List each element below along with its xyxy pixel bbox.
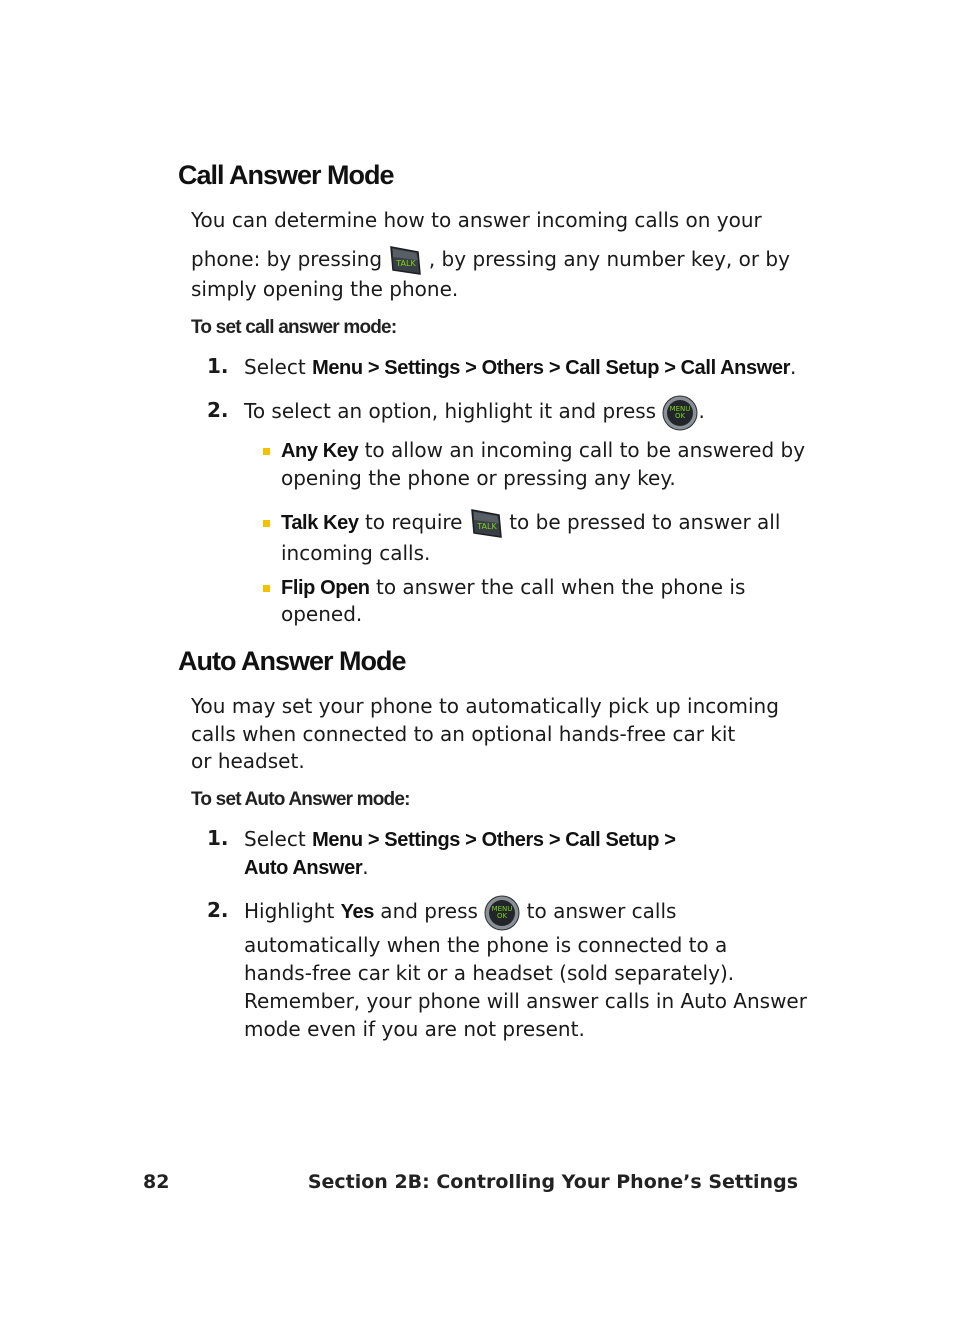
option-flip-open-label: Flip Open: [281, 577, 370, 599]
auto-answer-intro-line1: You may set your phone to automatically pick up incoming: [191, 694, 779, 718]
auto-answer-step2-line4: Remember, your phone will answer calls in Auto Answer: [244, 989, 807, 1013]
menu-path-call-setup: Call Setup: [565, 829, 660, 851]
step-period: .: [698, 399, 705, 423]
option-talk-key-line1: [281, 503, 780, 543]
auto-answer-step2-line2: automatically when the phone is connected to a: [244, 933, 728, 957]
auto-answer-step1-line1: [244, 825, 675, 854]
step2-to-answer: to answer calls: [526, 899, 677, 923]
call-answer-step1: [244, 353, 796, 382]
call-answer-intro-line1: You can determine how to answer incoming calls on your: [191, 208, 762, 232]
menu-path-auto-answer: Auto Answer: [244, 857, 363, 879]
menu-key-label-bottom: OK: [497, 911, 508, 920]
menu-path-call-setup: Call Setup: [565, 357, 660, 379]
path-separator: >: [659, 829, 676, 851]
talk-key-label: TALK: [477, 521, 497, 531]
option-any-key-desc: to allow an incoming call to be answered by: [358, 438, 806, 462]
heading-call-answer-mode: Call Answer Mode: [178, 160, 394, 190]
step2-text: To select an option, highlight it and press: [244, 399, 657, 423]
bullet-marker: [263, 585, 270, 592]
step2-and-press: and press: [373, 899, 478, 923]
step-number: 1.: [207, 826, 229, 850]
heading-auto-answer-mode: Auto Answer Mode: [178, 646, 406, 676]
menu-key-label-bottom: OK: [675, 411, 686, 420]
menu-path-menu: Menu: [312, 357, 363, 379]
path-separator: >: [362, 357, 385, 379]
option-talk-key-desc-b: to be pressed to answer all: [509, 510, 781, 534]
path-separator: >: [543, 829, 566, 851]
step-period: .: [789, 355, 797, 379]
talk-key-label: TALK: [396, 258, 417, 268]
option-talk-key-line2: incoming calls.: [281, 541, 431, 565]
page-number: 82: [143, 1171, 170, 1193]
talk-key-icon: [469, 507, 503, 541]
option-flip-open-line2: opened.: [281, 602, 363, 626]
step-number: 2.: [207, 398, 229, 422]
step-period: .: [362, 855, 369, 879]
path-separator: >: [362, 829, 385, 851]
menu-path-call-answer: Call Answer: [680, 357, 790, 379]
step-select-word: Select: [244, 355, 306, 379]
path-separator: >: [459, 357, 482, 379]
path-separator: >: [459, 829, 482, 851]
menu-path-menu: Menu: [312, 829, 363, 851]
menu-ok-key-icon: [662, 395, 698, 431]
path-separator: >: [543, 357, 566, 379]
intro-text-b: , by pressing any number key, or by: [428, 247, 790, 271]
auto-answer-step2-line3: hands-free car kit or a headset (sold separately).: [244, 961, 735, 985]
call-answer-intro-line3: simply opening the phone.: [191, 277, 459, 301]
section-title: Section 2B: Controlling Your Phone’s Settings: [307, 1171, 798, 1193]
option-flip-open-desc: to answer the call when the phone is: [369, 575, 746, 599]
auto-answer-intro-line2: calls when connected to an optional hands-free car kit: [191, 722, 736, 746]
auto-answer-step2-line1: [244, 893, 676, 933]
step-select-word: Select: [244, 827, 306, 851]
option-yes: Yes: [340, 901, 374, 923]
intro-text-a: phone: by pressing: [191, 247, 383, 271]
option-talk-key-label: Talk Key: [281, 512, 359, 534]
step2-highlight: Highlight: [244, 899, 335, 923]
menu-path-settings: Settings: [384, 829, 460, 851]
option-any-key-label: Any Key: [281, 440, 359, 462]
call-answer-intro-line2: [191, 239, 790, 279]
menu-path-others: Others: [481, 829, 544, 851]
auto-answer-step1-line2: [244, 853, 369, 882]
menu-path-settings: Settings: [384, 357, 460, 379]
subhead-set-call-answer: To set call answer mode:: [191, 317, 397, 338]
auto-answer-intro-line3: or headset.: [191, 749, 305, 773]
option-talk-key-desc-a: to require: [358, 510, 463, 534]
call-answer-step2: [244, 393, 705, 433]
menu-key-label-top: MENU: [491, 904, 513, 913]
talk-key-icon: [388, 244, 422, 278]
menu-key-label-top: MENU: [670, 404, 691, 413]
path-separator: >: [659, 357, 681, 379]
auto-answer-step2-line5: mode even if you are not present.: [244, 1017, 585, 1041]
bullet-marker: [263, 448, 270, 455]
menu-ok-key-icon: [484, 895, 520, 931]
step-number: 1.: [207, 354, 229, 378]
option-any-key-line2: opening the phone or pressing any key.: [281, 466, 676, 490]
bullet-marker: [263, 520, 270, 527]
step-number: 2.: [207, 898, 229, 922]
subhead-set-auto-answer: To set Auto Answer mode:: [191, 789, 410, 810]
option-any-key-line1: [281, 436, 805, 465]
option-flip-open-line1: [281, 573, 745, 602]
menu-path-others: Others: [481, 357, 544, 379]
